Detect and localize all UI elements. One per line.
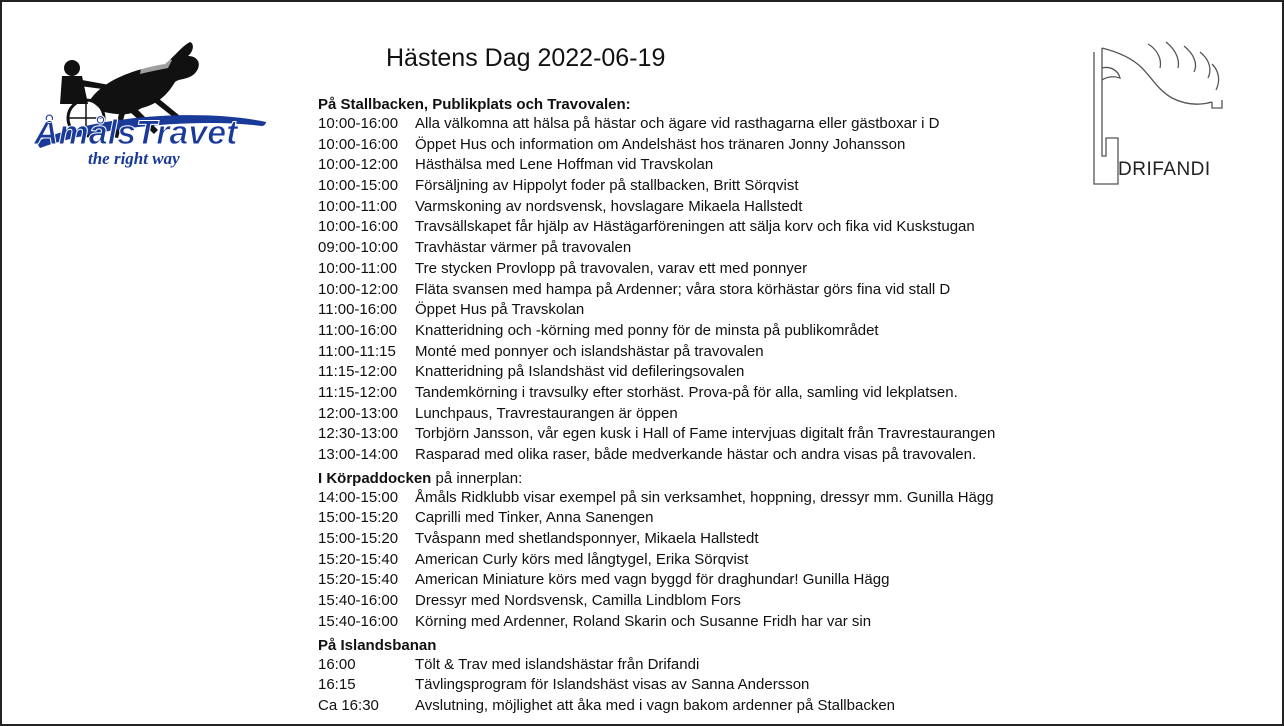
time: 11:15-12:00 [318,383,397,401]
activity: Knatteridning och -körning med ponny för de minsta på publikområdet [415,321,879,339]
activity: Tölt & Trav med islandshästar från Drifandi [415,655,700,673]
activity: Körning med Ardenner, Roland Skarin och Susanne Fridh har var sin [415,612,872,630]
activity: Torbjörn Jansson, vår egen kusk i Hall of Fame intervjuas digitalt från Travrestaurangen [415,425,996,443]
schedule-row [318,176,1238,197]
time: 15:00-15:20 [318,509,399,527]
section-korpaddocken [318,469,1238,633]
activity: Caprilli med Tinker, Anna Sanengen [415,509,654,527]
time: 10:00-16:00 [318,115,399,132]
time: 15:20-15:40 [318,550,399,568]
time: 10:00-15:00 [318,177,399,195]
schedule-row [318,424,1238,445]
section-heading-bold: På Stallbacken, Publikplats och Travovalen: [318,96,631,113]
activity: Tvåspann med shetlandsponnyer, Mikaela Hallstedt [415,530,759,548]
activity: Travsällskapet får hjälp av Hästägarföreningen att sälja korv och fika vid Kuskstugan [415,218,975,236]
activity: Öppet Hus på Travskolan [415,301,585,319]
schedule-row [318,259,1238,280]
time: 09:00-10:00 [318,239,399,257]
time: 10:00-16:00 [318,135,399,153]
activity: Öppet Hus och information om Andelshäst hos tränaren Jonny Johansson [415,135,906,153]
schedule-row [318,404,1238,425]
section-heading-bold: På Islandsbanan [318,636,437,654]
time: 13:00-14:00 [318,446,399,463]
schedule-row [318,591,1238,612]
schedule-row [318,445,1238,466]
time: 16:00 [318,655,356,673]
time: Ca 16:30 [318,696,379,714]
schedule-row [318,217,1238,238]
time: 12:30-13:00 [318,425,399,443]
activity: Fläta svansen med hampa på Ardenner; våra stora körhästar görs fina vid stall D [415,280,951,298]
activity: Travhästar värmer på travovalen [415,239,632,257]
time: 11:00-16:00 [318,301,397,319]
time: 10:00-12:00 [318,156,399,174]
schedule-row [318,300,1238,321]
schedule-row [318,135,1238,156]
time: 10:00-16:00 [318,218,399,236]
time: 11:15-12:00 [318,363,397,381]
schedule-row [318,238,1238,259]
activity: Avslutning, möjlighet att åka med i vagn bakom ardenner på Stallbacken [415,696,896,714]
activity: Knatteridning på Islandshäst vid defileringsovalen [415,363,745,381]
activity: Dressyr med Nordsvensk, Camilla Lindblom Fors [415,592,741,610]
schedule-row [318,383,1238,404]
schedule-row [318,612,1238,633]
section-stallbacken [318,95,1238,466]
schedule-row [318,342,1238,363]
activity: Tävlingsprogram för Islandshäst visas av Sanna Andersson [415,676,810,694]
section-heading-bold: I Körpaddocken [318,469,432,487]
schedule-row [318,197,1238,218]
time: 15:00-15:20 [318,530,399,548]
trotting-horse-icon [30,38,270,168]
section-heading [318,95,1238,114]
time: 11:00-11:15 [318,342,396,360]
activity: Lunchpaus, Travrestaurangen är öppen [415,404,678,422]
activity: Monté med ponnyer och islandshästar på travovalen [415,342,764,360]
page-title: Hästens Dag 2022-06-19 [386,44,666,72]
schedule-row [318,550,1238,571]
schedule-row [318,488,1238,509]
activity: Åmåls Ridklubb visar exempel på sin verksamhet, hoppning, dressyr mm. Gunilla Hägg [415,488,994,506]
schedule-row [318,529,1238,550]
logo-tagline-text: the right way [88,149,180,168]
drifandi-logo-text: DRIFANDI [1118,159,1211,180]
time: 15:40-16:00 [318,612,399,630]
time: 16:15 [318,676,356,694]
activity: Tandemkörning i travsulky efter storhäst. Prova-på för alla, samling vid lekplatsen. [415,383,958,401]
time: 12:00-13:00 [318,404,399,422]
schedule-row [318,155,1238,176]
schedule-row [318,321,1238,342]
activity: Varmskoning av nordsvensk, hovslagare Mikaela Hallstedt [415,197,803,215]
time: 15:40-16:00 [318,592,399,610]
time: 10:00-12:00 [318,280,399,298]
activity: Hästhälsa med Lene Hoffman vid Travskolan [415,156,714,174]
section-islandsbanan [318,636,1238,717]
activity: American Miniature körs med vagn byggd för draghundar! Gunilla Hägg [415,571,890,589]
section-heading [318,469,1238,488]
schedule-row [318,570,1238,591]
activity: American Curly körs med långtygel, Erika Sörqvist [415,550,749,568]
section-heading-rest: på innerplan: [431,469,523,487]
activity: Försäljning av Hippolyt foder på stallbacken, Britt Sörqvist [415,177,799,195]
schedule-row [318,508,1238,529]
schedule-row [318,696,1238,717]
time: 10:00-11:00 [318,197,397,215]
schedule [318,93,1238,720]
schedule-row [318,114,1238,135]
schedule-row [318,655,1238,676]
schedule-row [318,675,1238,696]
schedule-row [318,362,1238,383]
amalstravet-logo [30,38,270,168]
activity: Alla välkomna att hälsa på hästar och ägare vid rasthagarna eller gästboxar i D [415,115,940,132]
section-heading [318,636,1238,655]
activity: Tre stycken Provlopp på travovalen, varav ett med ponnyer [415,259,808,277]
time: 15:20-15:40 [318,571,399,589]
schedule-row [318,280,1238,301]
time: 10:00-11:00 [318,259,397,277]
time: 11:00-16:00 [318,321,397,339]
activity: Rasparad med olika raser, både medverkande hästar och andra visas på travovalen. [415,446,977,463]
time: 14:00-15:00 [318,488,399,506]
logo-brand-text: ÅmålsTravet [34,114,238,152]
